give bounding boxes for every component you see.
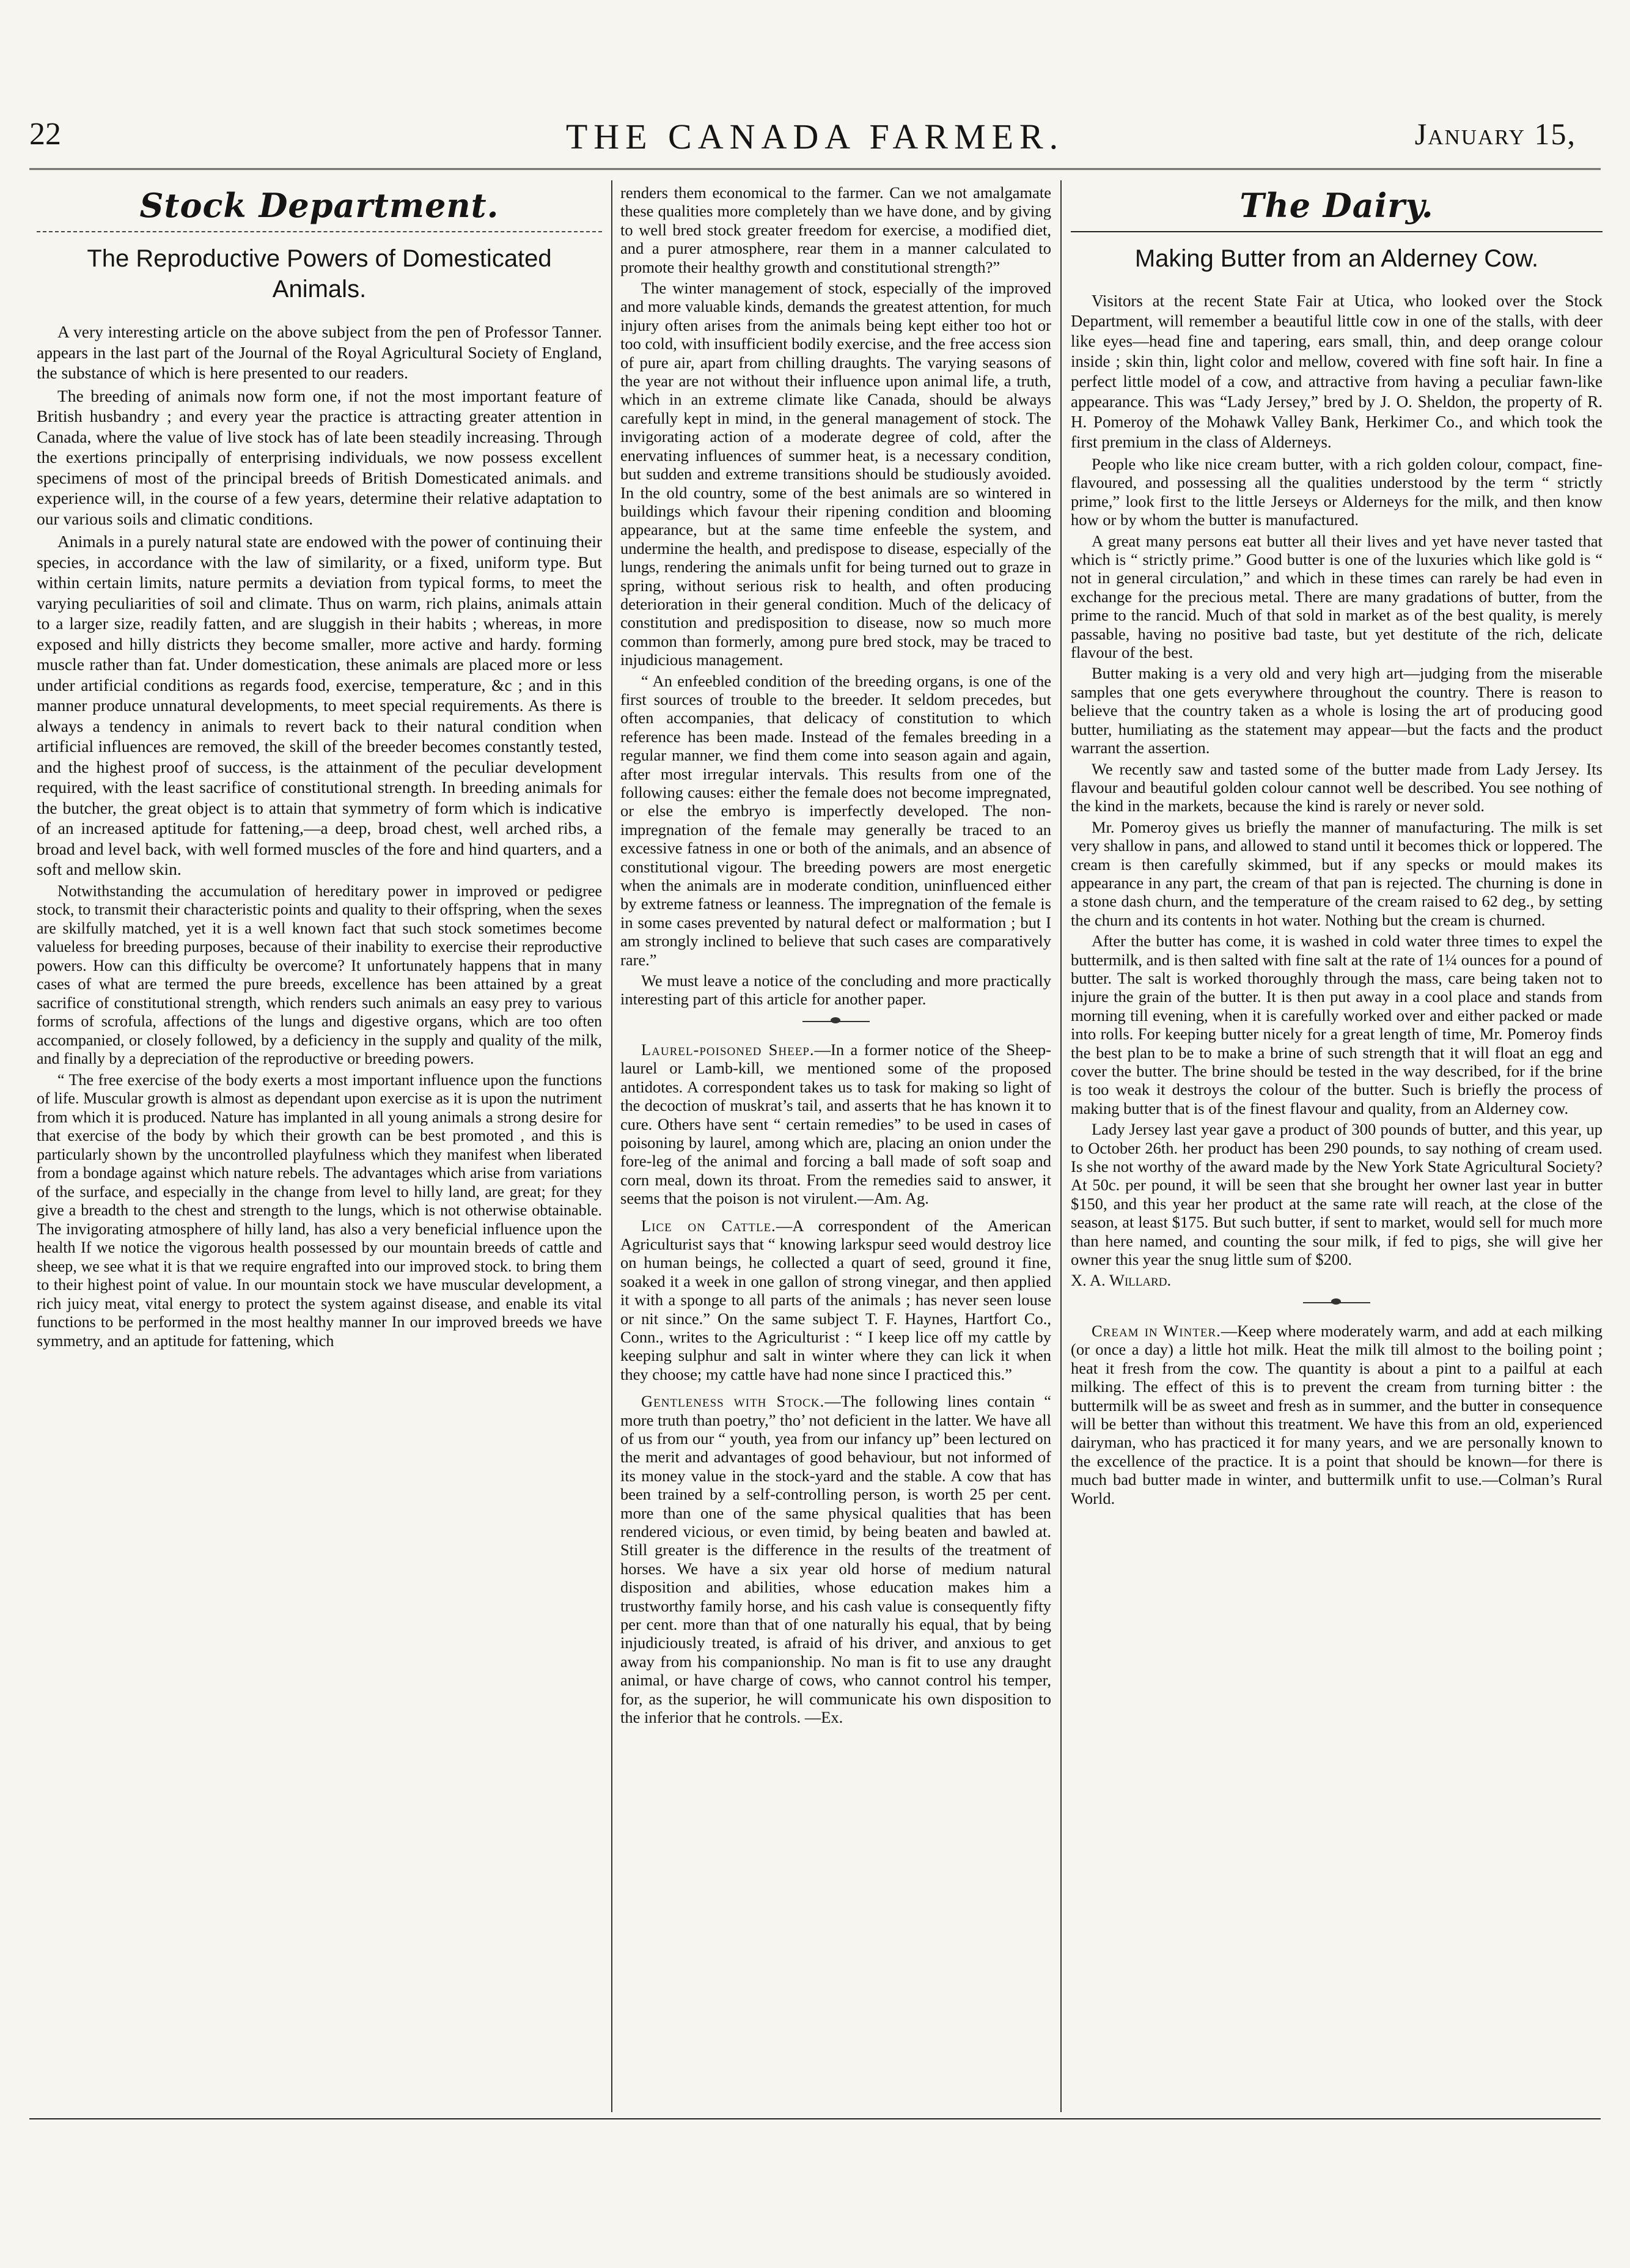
item-text: —In a former notice of the Sheep-laurel or Lamb-kill, we mentioned some of the proposed antidotes. A correspondent takes us to task for making so light of the decoction of muskrat’s tail, and asserts that he has known it to cure. Others have sent “ certain remedies” to be used in cases of poisoning by laurel, among which are, placing an onion under the fore-leg of the animal and forcing a ball made of soft soap and corn meal, down its throat. From the remedies said to answer, it seems that the poison is not virulent.—Am. Ag. [620,1040,1051,1208]
article-title: The Reproductive Powers of Domesticated Animals. [87,245,552,303]
paragraph: After the butter has come, it is washed in cold water three times to expel the buttermilk, and is then salted with fine salt at the rate of 1¼ ounces for a pound of butter. The salt is worked thoroughly through the mass, care being taken not to injure the grain of the butter. It is then put away in a cool place and stands from morning till evening, when it is carefully worked over and either packed or made into rolls. For keeping butter nicely for a great length of time, Mr. Pomeroy finds the best plan to be to make a brine of such strength that it will float an egg and cover the butter. The brine should be tested in the way described, for if the brine is too weak it destroys the colour of the butter. Such is briefly the process of making butter that is of the finest flavour and quality, from an Alderney cow. [1071,932,1602,1117]
paragraph: We recently saw and tasted some of the butter made from Lady Jersey. Its flavour and beautiful golden colour cannot well be described. You see nothing of the kind in the markets, because the kind is rarely or never sold. [1071,759,1602,816]
masthead-rule [29,168,1601,174]
item-heading: Gentleness with Stock. [641,1392,825,1411]
paragraph: Notwithstanding the accumulation of hereditary power in improved or pedigree stock, to transmit their characteristic points and quality to their offspring, when the sexes are skilfully matched, yet it is a well known fact that such stock sometimes become valueless for breeding purposes, because of their inability to exercise their reproductive powers. How can this difficulty be overcome? It unfortunately happens that in many cases of what are termed the pure breeds, excellence has been attained by a great sacrifice of constitutional strength, which renders such animals an easy prey to various forms of scrofula, affections of the lungs and digestive organs, which are too often accompanied, or closely followed, by a deficiency in the supply and quality of the milk, and finally by a depreciation of the reproductive or breeding powers. [37,882,602,1067]
heading-rule [37,231,602,232]
paragraph: Mr. Pomeroy gives us briefly the manner of manufacturing. The milk is set very shallow in pans, and allowed to stand until it becomes thick or loppered. The cream is then carefully skimmed, but if any specks or mould makes its appearance in any part, the cream of that pan is rejected. The churning is done in a stone dash churn, and the temperature of the cream raised to 62 deg., by setting the churn and its contents in hot water. Nothing but the cream is churned. [1071,817,1602,929]
paragraph: Visitors at the recent State Fair at Utica, who looked over the Stock Department, will remember a beautiful little cow in one of the stalls, with deer like eyes—head fine and tapering, ears small, thin, and deep orange colour inside ; skin thin, light color and mellow, covered with fine soft hair. In fine a perfect little model of a cow, and attractive from having a peculiar fawn-like appearance. This was “Lady Jersey,” bred by J. O. Sheldon, the property of R. H. Pomeroy of the Mohawk Valley Bank, Herkimer Co., and which took the first premium in the class of Alderneys. [1071,292,1602,451]
paragraph: The winter management of stock, especially of the improved and more valuable kinds, demands the greatest attention, for much injury often arises from the animals being kept either too hot or too cold, with insufficient bodily exercise, and the free access sion of pure air, apart from chilling draughts. The varying seasons of the year are not without their influence upon animal life, a truth, which in an extreme climate like Canada, should be always carefully kept in mind, in the general management of stock. The invigorating action of a moderate degree of cold, after the enervating influences of summer heat, is a necessary condition, but sudden and extreme transitions should be studiously avoided. In the old country, some of the best animals are so wintered in buildings which favour their ripening condition and blooming appearance, but at the same time enfeeble the system, and undermine the health, and predispose to disease, especially of the lungs, rendering the animals unfit for being turned out to graze in spring, without serious risk to health, and often producing deterioration in their general condition. Much of the delicacy of constitution and predisposition to disease, now so much more common than formerly, among pure bred stock, may be traced to injudicious management. [620,279,1051,669]
item-heading: Laurel-poisoned Sheep. [641,1040,815,1059]
item-heading: Cream in Winter. [1092,1321,1221,1340]
column-stock-department [37,183,602,2109]
paragraph: A very interesting article on the above subject from the pen of Professor Tanner. appears in the last part of the Journal of the Royal Agricultural Society of England, the substance of which is here presented to our readers. [37,322,602,382]
paragraph: The breeding of animals now form one, if not the most important feature of British husbandry ; and every year the practice is attracting greater attention in Canada, where the value of live stock has of late been steadily increasing. Through the exertions principally of enterprising individuals, we now possess excellent specimens of most of the principal breeds of British Domesticated animals. and experience will, in the course of a few years, determine their relative adaptation to our various soils and climatic conditions. [37,386,602,528]
item-heading: Lice on Cattle. [641,1216,776,1235]
paragraph: renders them economical to the farmer. Can we not amalgamate these qualities more completely than we have done, and by giving to well bred stock greater freedom for exercise, a modified diet, and a purer atmosphere, rear them in a manner calculated to promote their healthy growth and constitutional strength?” [620,183,1051,276]
page-bottom-rule [29,2118,1601,2119]
paragraph: “ An enfeebled condition of the breeding organs, is one of the first sources of trouble to the breeder. It seldom precedes, but often accompanies, that delicacy of constitution to which reference has been made. Instead of the females breeding in a regular manner, we find them come into season again and again, after most irregular intervals. This results from one of the following causes: either the female does not become impregnated, or else the embryo is imperfectly developed. The non-impregnation of the female may generally be traced to an excessive fatness in one or both of the animals, and an absence of constitutional vigour. The breeding powers are most energetic when the animals are in moderate condition, uninfluenced either by extreme fatness or leanness. The impregnation of the female is in some cases prevented by natural defect or malformation ; but I am strongly inclined to believe that such cases are comparatively rare.” [620,671,1051,969]
news-item [620,1217,1051,1384]
news-item [620,1392,1051,1726]
paper-title: THE CANADA FARMER. [565,117,1065,156]
column-middle [620,183,1051,2109]
paragraph: A great many persons eat butter all their lives and yet have never tasted that which is “ strictly prime.” Good butter is one of the luxuries which like gold is “ not in general circulation,” and which in these times can rarely be had even in exchange for the precious metal. There are many gradations of butter, from the prime to the rancid. Much of that sold in market as of the best quality, is merely passable, having no positive bad taste, but yet destitute of the rich, delicate flavour of the best. [1071,531,1602,662]
issue-date: January 15, [1414,117,1576,151]
department-heading: The Dairy. [1239,186,1434,225]
paragraph: “ The free exercise of the body exerts a most important influence upon the functions of life. Muscular growth is almost as dependant upon exercise as it is upon the nutriment from which it is produced. Nature has implanted in all young animals a strong desire for that exercise of the body by which their growth can be best promoted , and this is particularly shown by the uncontrolled playfulness which they manifest when liberated from a bondage against which nature rebels. The advantages which arise from variations of the surface, and especially in the change from level to hilly land, are great; for they give a breadth to the chest and strength to the lungs, which is not otherwise obtainable. The invigorating atmosphere of hilly land, has also a very beneficial influence upon the health If we notice the vigorous health possessed by our mountain breeds of cattle and sheep, we see what it is that we require engrafted into our improved stock. to bring them to their highest point of value. In our mountain stock we have muscular development, a rich juicy meat, vital energy to protect the system against disease, and enable its vital functions to be performed in the most healthy manner In our improved breeds we have symmetry, and an aptitude for fattening, which [37,1070,602,1350]
paragraph: We must leave a notice of the concluding and more practically interesting part of this article for another paper. [620,971,1051,1009]
page-number: 22 [29,117,61,152]
masthead [29,116,1601,165]
heading-rule [1071,231,1602,232]
news-item [620,1040,1051,1208]
item-text: —A correspondent of the American Agriculturist says that “ knowing larkspur seed would destroy lice on human beings, he collected a quart of seed, ground it fine, soaked it a week in one gallon of strong vinegar, and then applied it with a sponge to all parts of the animals ; has never seen louse or nit since.” On the same subject T. F. Haynes, Hartfort Co., Conn., writes to the Agriculturist : “ I keep lice off my cattle by keeping sulphur and salt in winter where they can lick it when they choose; my cattle have had none since I practiced this.” [620,1216,1051,1383]
section-ornament [802,1021,870,1025]
news-item [1071,1322,1602,1508]
article-title: Making Butter from an Alderney Cow. [1134,245,1539,272]
signature [1071,1271,1602,1289]
paragraph: Animals in a purely natural state are endowed with the power of continuing their species, in accordance with the law of similarity, or a fixed, uniform type. But within certain limits, nature permits a deviation from typical forms, to meet the varying peculiarities of soil and climate. Thus on warm, rich plains, animals attain to a larger size, readily fatten, and are sluggish in their habits ; whereas, in more exposed and hilly districts they become smaller, more active and hardy. forming muscle rather than fat. Under domestication, these animals are placed more or less under artificial conditions as regards food, exercise, temperature, &c ; and in this manner produce unnatural developments, to meet special requirements. As there is always a tendency in animals to revert back to their natural condition when artificial influences are removed, the skill of the breeder becomes constantly tested, and the highest proof of success, is the attainment of the peculiar development required, with the least sacrifice of constitutional strength. In breeding animals for the butcher, the great object is to attain that symmetry of form which is indicative of an increased aptitude for fattening,—a deep, broad chest, well arched ribs, a broad and level back, with well formed muscles of the fore and hind quarters, and a soft and mellow skin. [37,532,602,878]
section-ornament [1303,1302,1370,1306]
paragraph: People who like nice cream butter, with a rich golden colour, compact, fine-flavoured, and possessing all the qualities understood by the term “ strictly prime,” look first to the little Jerseys or Alderneys for the milk, and then know how or by whom the butter is manufactured. [1071,455,1602,529]
paragraph: Butter making is a very old and very high art—judging from the miserable samples that one gets everywhere throughout the country. There is reason to believe that the country taken as a whole is losing the art of producing good butter, humiliating as the statement may appear—but the facts and the product warrant the assertion. [1071,664,1602,757]
column-divider [1060,180,1062,2112]
item-text: —Keep where moderately warm, and add at each milking (or once a day) a little hot milk. Heat the milk till almost to the boiling point ; heat it fresh from the cow. The quantity is about a pint to a pailful at each milking. The effect of this is to prevent the cream from turning bitter : the buttermilk will be as sweet and fresh as in summer, and the butter in consequence will be better than without this treatment. We have this from an old, experienced dairyman, who has practiced it for many years, and we are personally known to the excellence of the practice. It is a point that should be known—for there is much bad butter made in winter, and buttermilk unfit to use.—Colman’s Rural World. [1071,1321,1602,1508]
author-signature: X. A. Willard. [1071,1271,1172,1290]
item-text: —The following lines contain “ more truth than poetry,” tho’ not deficient in the latter. We have all of us from our “ youth, yea from our infancy up” been lectured on the merit and advantages of good behaviour, but not informed of its money value in the stock-yard and the stable. A cow that has been trained by a self-controlling person, is worth 25 per cent. more than one of the same physical qualities that has been rendered vicious, or even timid, by being beaten and bawled at. Still greater is the difference in the results of the treatment of horses. We have a six year old horse of medium natural disposition and abilities, whose education makes him a trustworthy family horse, and his cash value is consequently fifty per cent. more than that of one naturally his equal, that by being injudiciously treated, is afraid of his driver, and anxious to get away from his companionship. No man is fit to use any draught animal, or have charge of cows, who cannot control his temper, for, as the superior, he will communicate his own disposition to the inferior that he controls. —Ex. [620,1392,1051,1727]
column-dairy [1071,183,1602,2109]
column-divider [611,180,612,2112]
department-heading: Stock Department. [139,186,499,225]
paragraph: Lady Jersey last year gave a product of 300 pounds of butter, and this year, up to October 26th. her product has been 290 pounds, to say nothing of cream used. Is she not worthy of the award made by the New York State Agricultural Society? At 50c. per pound, it will be seen that she brought her owner last year in butter $150, and this year her product at the same rate will reach, at the close of the season, at least $175. But such butter, if sent to market, would sell for much more than here named, and counting the sour milk, if fed to pigs, she will give her owner this year the snug little sum of $200. [1071,1120,1602,1269]
